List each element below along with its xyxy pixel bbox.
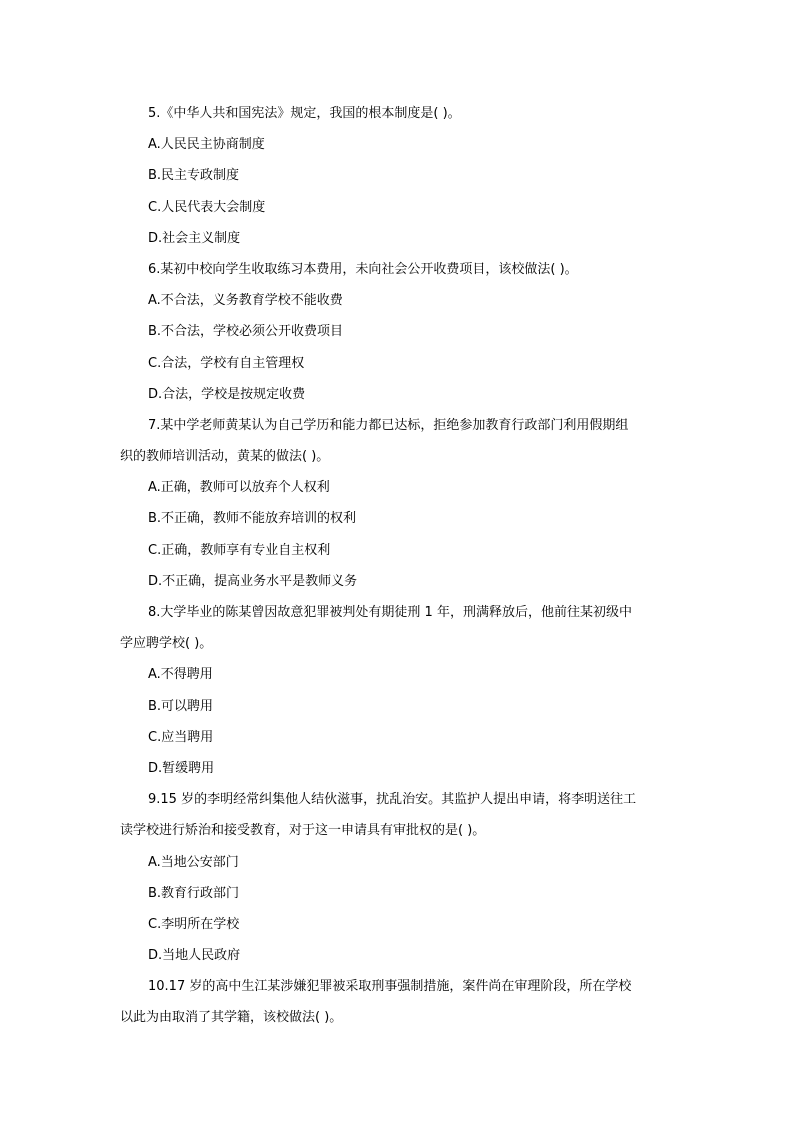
question-5-option-b: B.民主专政制度	[148, 168, 240, 184]
question-8-stem: 8.大学毕业的陈某曾因故意犯罪被判处有期徒刑 1 年，刑满释放后，他前往某初级中	[148, 605, 632, 620]
question-7-stem: 7.某中学老师黄某认为自己学历和能力都已达标，拒绝参加教育行政部门利用假期组	[148, 417, 629, 433]
question-5-option-c: C.人民代表大会制度	[148, 199, 266, 215]
question-9-option-b: B.教育行政部门	[148, 885, 240, 901]
question-5-stem: 5.《中华人共和国宪法》规定，我国的根本制度是( )。	[148, 106, 461, 121]
question-6-option-d: D.合法，学校是按规定收费	[148, 386, 306, 402]
question-8-option-a: A.不得聘用	[148, 667, 213, 683]
question-8-option-b: B.可以聘用	[148, 698, 214, 714]
question-10-stem: 10.17 岁的高中生江某涉嫌犯罪被采取刑事强制措施，案件尚在审理阶段，所在学校	[148, 979, 632, 995]
question-7-stem-continued: 织的教师培训活动，黄某的做法( )。	[120, 449, 330, 465]
question-9-option-d: D.当地人民政府	[148, 948, 241, 964]
question-7-option-d: D.不正确，提高业务水平是教师义务	[148, 573, 358, 589]
question-8-option-c: C.应当聘用	[148, 729, 214, 745]
question-9-stem: 9.15 岁的李明经常纠集他人结伙滋事，扰乱治安。其监护人提出申请，将李明送往工	[148, 792, 637, 808]
question-9-stem-continued: 读学校进行矫治和接受教育，对于这一申请具有审批权的是( )。	[120, 823, 486, 839]
question-9-option-a: A.当地公安部门	[148, 854, 239, 870]
question-8-option-d: D.暂缓聘用	[148, 760, 215, 776]
question-6-option-a: A.不合法，义务教育学校不能收费	[148, 293, 343, 309]
question-5-option-d: D.社会主义制度	[148, 230, 241, 246]
question-10-stem-continued: 以此为由取消了其学籍，该校做法( )。	[120, 1010, 343, 1026]
question-6-option-b: B.不合法，学校必须公开收费项目	[148, 324, 344, 340]
question-9-option-c: C.李明所在学校	[148, 916, 240, 932]
question-6-option-c: C.合法，学校有自主管理权	[148, 355, 305, 371]
question-5-option-a: A.人民民主协商制度	[148, 137, 265, 153]
question-8-stem-continued: 学应聘学校( )。	[120, 636, 213, 652]
question-6-stem: 6.某初中校向学生收取练习本费用，未向社会公开收费项目，该校做法( )。	[148, 261, 578, 277]
question-7-option-a: A.正确，教师可以放弃个人权利	[148, 480, 330, 496]
question-7-option-b: B.不正确，教师不能放弃培训的权利	[148, 511, 357, 527]
question-7-option-c: C.正确，教师享有专业自主权利	[148, 542, 331, 558]
question-list	[120, 98, 680, 1034]
